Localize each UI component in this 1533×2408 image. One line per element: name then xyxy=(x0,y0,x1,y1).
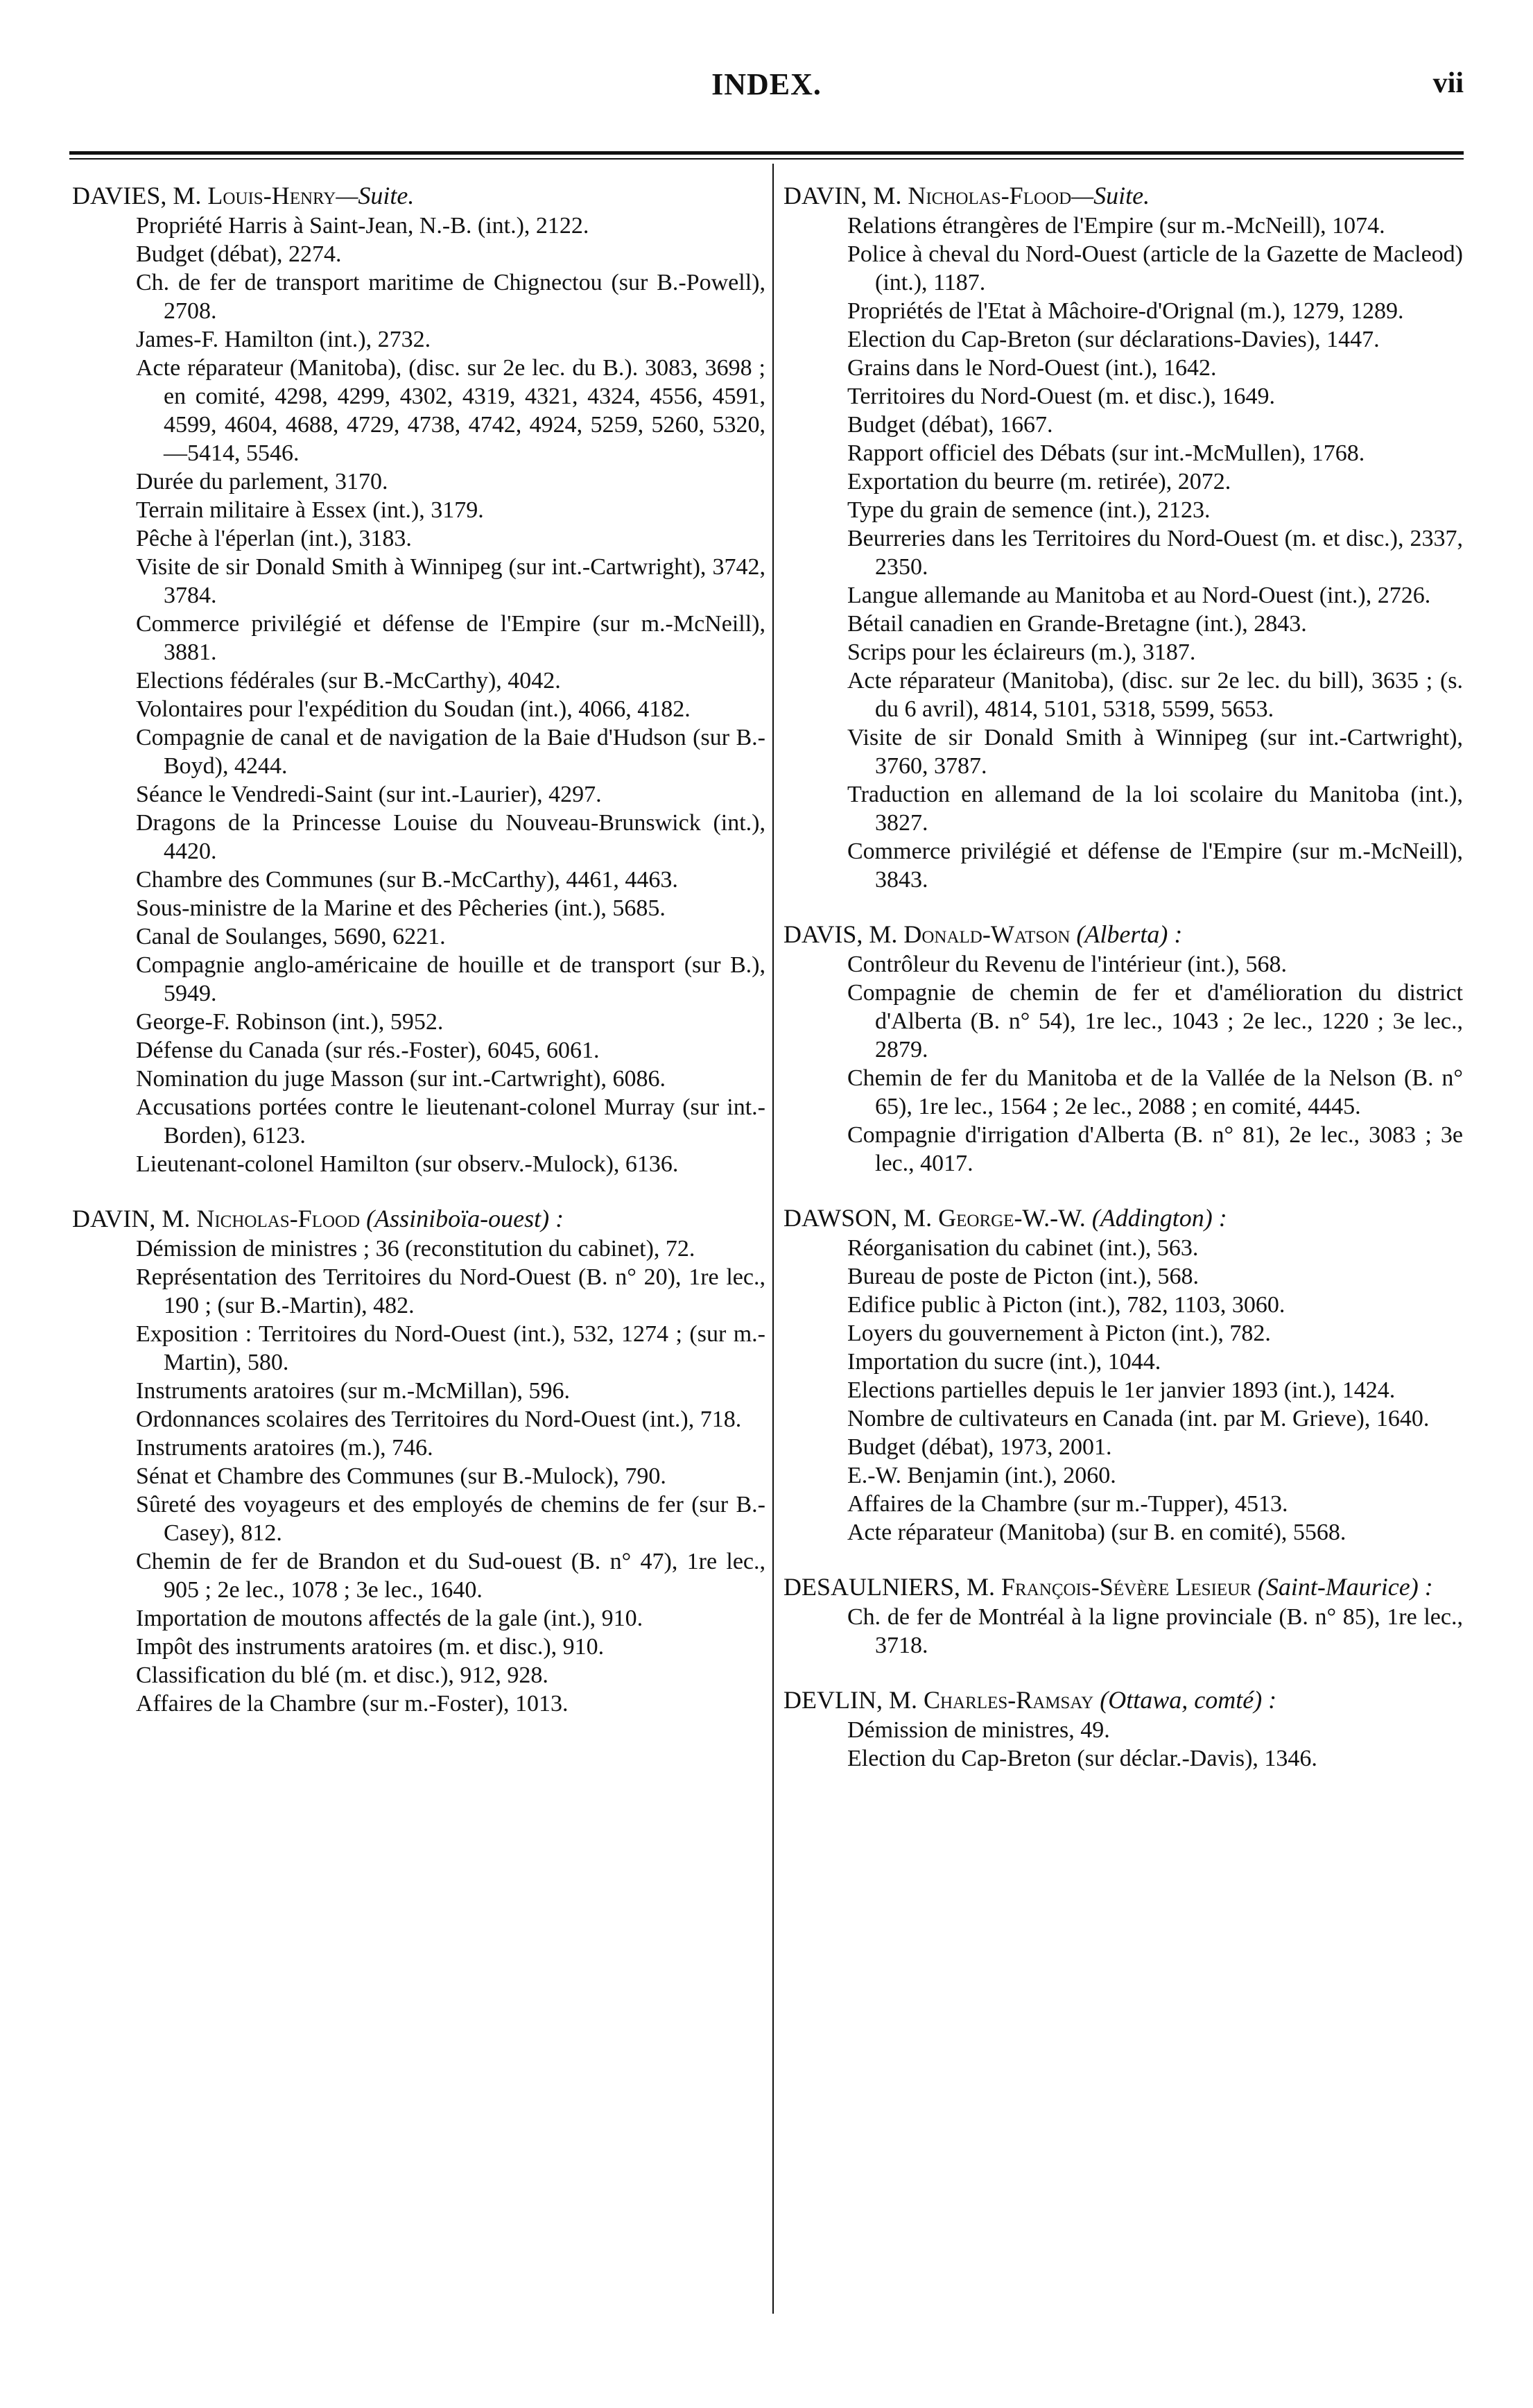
list-item: Réorganisation du cabinet (int.), 563. xyxy=(847,1235,1199,1261)
list-item: Démission de ministres ; 36 (reconstitution du cabinet), 72. xyxy=(136,1236,695,1262)
list-item: Contrôleur du Revenu de l'intérieur (int.), 568. xyxy=(847,952,1288,977)
list-item: Commerce privilégié et défense de l'Empire (sur m.-McNeill), 3881. xyxy=(136,611,765,665)
list-item: Bureau de poste de Picton (int.), 568. xyxy=(847,1264,1199,1289)
entry-suffix: (Alberta) : xyxy=(1076,920,1183,948)
list-item: Affaires de la Chambre (sur m.-Tupper), 4513. xyxy=(847,1491,1288,1517)
entry-given-names: George-W.-W. xyxy=(938,1204,1086,1232)
list-item: Election du Cap-Breton (sur déclarations-Davies), 1447. xyxy=(847,327,1380,352)
entry-given-names: Charles-Ramsay xyxy=(923,1686,1094,1714)
list-item: Elections fédérales (sur B.-McCarthy), 4042. xyxy=(136,668,561,694)
list-item: Volontaires pour l'expédition du Soudan (int.), 4066, 4182. xyxy=(136,696,691,722)
list-item: Exportation du beurre (m. retirée), 2072. xyxy=(847,469,1231,495)
list-item: Compagnie de chemin de fer et d'amélioration du district d'Alberta (B. n° 54), 1re lec., 1043 ; 2e lec., 1220 ; 3e lec., 2879. xyxy=(847,980,1463,1063)
list-item: Budget (débat), 1667. xyxy=(847,412,1053,438)
entry-items xyxy=(72,1235,765,1718)
entry-suffix: (Saint-Maurice) : xyxy=(1257,1573,1433,1601)
entry-surname: DAWSON, M. xyxy=(783,1204,933,1232)
list-item: Terrain militaire à Essex (int.), 3179. xyxy=(136,497,484,523)
list-item: Instruments aratoires (m.), 746. xyxy=(136,1435,433,1461)
list-item: Loyers du gouvernement à Picton (int.), 782. xyxy=(847,1321,1271,1346)
entry-items xyxy=(72,212,765,1178)
list-item: Pêche à l'éperlan (int.), 3183. xyxy=(136,526,412,551)
list-item: Défense du Canada (sur rés.-Foster), 6045, 6061. xyxy=(136,1038,600,1063)
list-item: Lieutenant-colonel Hamilton (sur observ.-Mulock), 6136. xyxy=(136,1151,679,1177)
list-item: Acte réparateur (Manitoba), (disc. sur 2e lec. du bill), 3635 ; (s. du 6 avril), 4814, 5101, 5318, 5599, 5653. xyxy=(847,668,1463,722)
list-item: Election du Cap-Breton (sur déclar.-Davis), 1346. xyxy=(847,1746,1317,1771)
entry-surname: DAVIN, M. xyxy=(72,1205,191,1232)
list-item: Affaires de la Chambre (sur m.-Foster), 1013. xyxy=(136,1691,569,1717)
index-entry xyxy=(783,1573,1463,1660)
list-item: Visite de sir Donald Smith à Winnipeg (sur int.-Cartwright), 3760, 3787. xyxy=(847,725,1463,779)
list-item: Ch. de fer de transport maritime de Chignectou (sur B.-Powell), 2708. xyxy=(136,270,765,324)
list-item: Grains dans le Nord-Ouest (int.), 1642. xyxy=(847,355,1217,381)
entry-given-names: Louis-Henry xyxy=(207,182,336,209)
entry-items xyxy=(783,1603,1463,1660)
list-item: Accusations portées contre le lieutenant-colonel Murray (sur int.-Borden), 6123. xyxy=(136,1094,765,1149)
list-item: Ordonnances scolaires des Territoires du Nord-Ouest (int.), 718. xyxy=(136,1407,742,1432)
entry-heading xyxy=(783,1686,1463,1714)
entry-heading xyxy=(783,1204,1463,1232)
list-item: Police à cheval du Nord-Ouest (article de la Gazette de Macleod) (int.), 1187. xyxy=(847,241,1463,295)
index-entry xyxy=(72,182,765,1178)
list-item: Compagnie anglo-américaine de houille et de transport (sur B.), 5949. xyxy=(136,952,765,1006)
list-item: Beurreries dans les Territoires du Nord-Ouest (m. et disc.), 2337, 2350. xyxy=(847,526,1463,580)
list-item: Traduction en allemand de la loi scolaire du Manitoba (int.), 3827. xyxy=(847,782,1463,836)
entry-suffix: (Assiniboïa-ouest) : xyxy=(366,1205,564,1232)
entry-suffix: (Ottawa, comté) : xyxy=(1100,1686,1277,1714)
entry-heading xyxy=(783,182,1463,210)
entry-suffix: —Suite. xyxy=(336,182,415,209)
list-item: Commerce privilégié et défense de l'Empire (sur m.-McNeill), 3843. xyxy=(847,839,1463,893)
list-item: Edifice public à Picton (int.), 782, 1103, 3060. xyxy=(847,1292,1285,1318)
list-item: Chemin de fer de Brandon et du Sud-ouest (B. n° 47), 1re lec., 905 ; 2e lec., 1078 ; 3e lec., 1640. xyxy=(136,1549,765,1603)
list-item: Chemin de fer du Manitoba et de la Vallée de la Nelson (B. n° 65), 1re lec., 1564 ; 2e lec., 2088 ; en comité, 4445. xyxy=(847,1065,1463,1119)
entry-surname: DESAULNIERS, M. xyxy=(783,1573,996,1601)
entry-surname: DEVLIN, M. xyxy=(783,1686,917,1714)
list-item: Instruments aratoires (sur m.-McMillan), 596. xyxy=(136,1378,571,1404)
list-item: Bétail canadien en Grande-Bretagne (int.), 2843. xyxy=(847,611,1307,637)
left-column xyxy=(72,182,765,1718)
entry-items xyxy=(783,950,1463,1178)
list-item: Propriété Harris à Saint-Jean, N.-B. (int.), 2122. xyxy=(136,213,589,239)
list-item: Visite de sir Donald Smith à Winnipeg (sur int.-Cartwright), 3742, 3784. xyxy=(136,554,765,608)
list-item: Scrips pour les éclaireurs (m.), 3187. xyxy=(847,639,1196,665)
list-item: Importation de moutons affectés de la gale (int.), 910. xyxy=(136,1606,643,1631)
page-number: vii xyxy=(1432,67,1464,99)
list-item: Chambre des Communes (sur B.-McCarthy), 4461, 4463. xyxy=(136,867,678,893)
list-item: George-F. Robinson (int.), 5952. xyxy=(136,1009,444,1035)
list-item: Type du grain de semence (int.), 2123. xyxy=(847,497,1211,523)
entry-heading xyxy=(72,1205,765,1233)
entry-items xyxy=(783,212,1463,894)
list-item: Ch. de fer de Montréal à la ligne provinciale (B. n° 85), 1re lec., 3718. xyxy=(847,1604,1463,1658)
list-item: Sénat et Chambre des Communes (sur B.-Mulock), 790. xyxy=(136,1463,666,1489)
entry-given-names: Nicholas-Flood xyxy=(196,1205,361,1232)
list-item: Budget (débat), 1973, 2001. xyxy=(847,1434,1112,1460)
entry-items xyxy=(783,1716,1463,1773)
list-item: Impôt des instruments aratoires (m. et disc.), 910. xyxy=(136,1634,605,1660)
list-item: Importation du sucre (int.), 1044. xyxy=(847,1349,1161,1375)
list-item: Acte réparateur (Manitoba) (sur B. en comité), 5568. xyxy=(847,1520,1346,1545)
index-entry xyxy=(783,1204,1463,1547)
index-entry xyxy=(783,182,1463,894)
right-column xyxy=(783,182,1463,1773)
list-item: Langue allemande au Manitoba et au Nord-Ouest (int.), 2726. xyxy=(847,583,1431,608)
entry-given-names: Nicholas-Flood xyxy=(908,182,1072,209)
entry-items xyxy=(783,1234,1463,1547)
list-item: Sûreté des voyageurs et des employés de chemins de fer (sur B.-Casey), 812. xyxy=(136,1492,765,1546)
list-item: Représentation des Territoires du Nord-Ouest (B. n° 20), 1re lec., 190 ; (sur B.-Martin), 482. xyxy=(136,1264,765,1318)
list-item: Propriétés de l'Etat à Mâchoire-d'Orignal (m.), 1279, 1289. xyxy=(847,298,1404,324)
entry-heading xyxy=(783,920,1463,949)
index-entry xyxy=(783,1686,1463,1773)
column-divider xyxy=(772,164,774,2314)
list-item: Territoires du Nord-Ouest (m. et disc.), 1649. xyxy=(847,384,1276,409)
header-rule-thin xyxy=(69,158,1464,160)
list-item: Acte réparateur (Manitoba), (disc. sur 2e lec. du B.). 3083, 3698 ; en comité, 4298, 4299, 4302, 4319, 4321, 4324, 4556, 4591, 4599, 4604, 4688, 4729, 4738, 4742, 4924, 5259, 5260, 5320,—5414, 5546. xyxy=(136,355,765,466)
page-header xyxy=(69,67,1464,115)
entry-surname: DAVIES, M. xyxy=(72,182,202,209)
list-item: Compagnie de canal et de navigation de la Baie d'Hudson (sur B.-Boyd), 4244. xyxy=(136,725,765,779)
list-item: Séance le Vendredi-Saint (sur int.-Laurier), 4297. xyxy=(136,782,602,807)
list-item: E.-W. Benjamin (int.), 2060. xyxy=(847,1463,1116,1488)
list-item: Démission de ministres, 49. xyxy=(847,1717,1110,1743)
list-item: Nombre de cultivateurs en Canada (int. par M. Grieve), 1640. xyxy=(847,1406,1430,1431)
entry-heading xyxy=(72,182,765,210)
list-item: Canal de Soulanges, 5690, 6221. xyxy=(136,924,446,949)
index-entry xyxy=(72,1205,765,1718)
list-item: Exposition : Territoires du Nord-Ouest (int.), 532, 1274 ; (sur m.-Martin), 580. xyxy=(136,1321,765,1375)
entry-given-names: François-Sévère Lesieur xyxy=(1001,1573,1251,1601)
entry-given-names: Donald-Watson xyxy=(903,920,1071,948)
list-item: Durée du parlement, 3170. xyxy=(136,469,388,495)
list-item: Elections partielles depuis le 1er janvier 1893 (int.), 1424. xyxy=(847,1377,1396,1403)
list-item: Nomination du juge Masson (sur int.-Cartwright), 6086. xyxy=(136,1066,666,1092)
entry-suffix: (Addington) : xyxy=(1091,1204,1227,1232)
list-item: Classification du blé (m. et disc.), 912, 928. xyxy=(136,1662,548,1688)
list-item: Compagnie d'irrigation d'Alberta (B. n° 81), 2e lec., 3083 ; 3e lec., 4017. xyxy=(847,1122,1463,1176)
entry-surname: DAVIS, M. xyxy=(783,920,898,948)
index-entry xyxy=(783,920,1463,1178)
page-title: INDEX. xyxy=(711,67,822,101)
list-item: Sous-ministre de la Marine et des Pêcheries (int.), 5685. xyxy=(136,895,666,921)
list-item: Budget (débat), 2274. xyxy=(136,241,342,267)
list-item: Dragons de la Princesse Louise du Nouveau-Brunswick (int.), 4420. xyxy=(136,810,765,864)
entry-suffix: —Suite. xyxy=(1071,182,1150,209)
list-item: Relations étrangères de l'Empire (sur m.-McNeill), 1074. xyxy=(847,213,1385,239)
header-rule-thick xyxy=(69,151,1464,155)
entry-surname: DAVIN, M. xyxy=(783,182,902,209)
list-item: James-F. Hamilton (int.), 2732. xyxy=(136,327,431,352)
list-item: Rapport officiel des Débats (sur int.-McMullen), 1768. xyxy=(847,440,1365,466)
entry-heading xyxy=(783,1573,1463,1601)
